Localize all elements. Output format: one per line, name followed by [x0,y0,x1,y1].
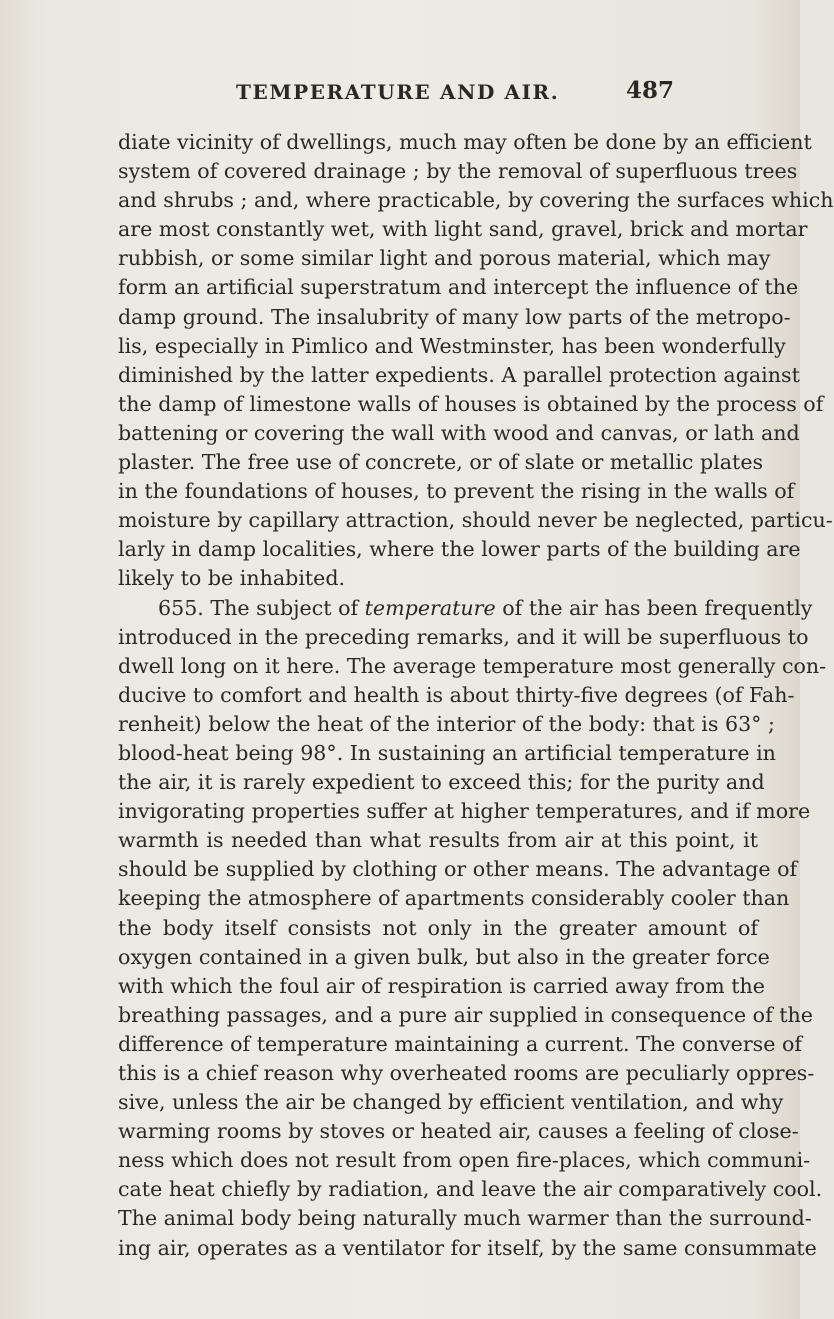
text-line: form an artificial superstratum and intercept the influence of the [118,275,799,300]
text-line: blood-heat being 98°. In sustaining an artificial temperature in [118,740,776,765]
paragraph-end-line: likely to be inhabited. [118,566,346,591]
text-line: diminished by the latter expedients. A parallel protection against [118,362,800,387]
text-line: ducive to comfort and health is about thirty-five degrees (of Fah- [118,682,795,707]
text-line: breathing passages, and a pure air supplied in consequence of the [118,1002,813,1027]
text-line: and shrubs ; and, where practicable, by covering the surfaces which [118,188,834,213]
text-line: this is a chief reason why overheated rooms are peculiarly oppres- [118,1061,815,1085]
text-line: warmth is needed than what results from air at this point, it [118,828,758,853]
text-line: rubbish, or some similar light and porous material, which may [118,246,771,271]
section-655-first-line [118,594,813,623]
text-line: damp ground. The insalubrity of many low parts of the metropo- [118,304,791,329]
text-line: the damp of limestone walls of houses is obtained by the process of [118,391,824,416]
text-line: the air, it is rarely expedient to exceed this; for the purity and [118,770,765,795]
text-line: keeping the atmosphere of apartments considerably cooler than [118,886,790,911]
text-line: sive, unless the air be changed by efficient ventilation, and why [118,1090,784,1115]
text-line: with which the foul air of respiration is carried away from the [118,973,765,998]
text-line: larly in damp localities, where the lower parts of the building are [118,537,801,562]
body-text [118,128,834,1263]
text-line: The animal body being naturally much warmer than the surround- [118,1206,812,1231]
text-line: cate heat chiefly by radiation, and leave the air comparatively cool. [118,1177,823,1202]
text-line: battening or covering the wall with wood and canvas, or lath and [118,420,800,445]
text-line: moisture by capillary attraction, should never be neglected, particu- [118,508,833,533]
text-line: the body itself consists not only in the greater amount of [118,915,758,940]
text-line: lis, especially in Pimlico and Westminster, has been wonderfully [118,333,786,358]
text-line: introduced in the preceding remarks, and it will be superfluous to [118,624,809,649]
text-line: renheit) below the heat of the interior of the body: that is 63° ; [118,711,775,736]
text-line: are most constantly wet, with light sand, gravel, brick and mortar [118,217,808,242]
text-line: plaster. The free use of concrete, or of slate or metallic plates [118,450,764,475]
text-line: oxygen contained in a given bulk, but also in the greater force [118,944,770,969]
text-line: difference of temperature maintaining a current. The converse of [118,1031,802,1056]
text-line: invigorating properties suffer at higher temperatures, and if more [118,799,811,824]
page-number: 487 [626,77,675,104]
text-line: should be supplied by clothing or other means. The advantage of [118,857,798,882]
text-line: in the foundations of houses, to prevent the rising in the walls of [118,479,795,504]
italic-term-temperature: temperature [364,595,496,620]
section-655-trailing-text: of the air has been frequently [495,595,813,620]
text-line: diate vicinity of dwellings, much may often be done by an efficient [118,130,812,154]
text-line: system of covered drainage ; by the removal of superfluous trees [118,159,798,184]
text-line: ness which does not result from open fire-places, which communi- [118,1148,811,1173]
text-line: ing air, operates as a ventilator for itself, by the same consummate [118,1235,817,1260]
running-head [0,77,800,110]
running-title: TEMPERATURE AND AIR. [236,80,560,104]
text-line: warming rooms by stoves or heated air, causes a feeling of close- [118,1119,799,1144]
section-655-lead-text: 655. The subject of [158,595,365,620]
text-line: dwell long on it here. The average temperature most generally con- [118,653,827,678]
